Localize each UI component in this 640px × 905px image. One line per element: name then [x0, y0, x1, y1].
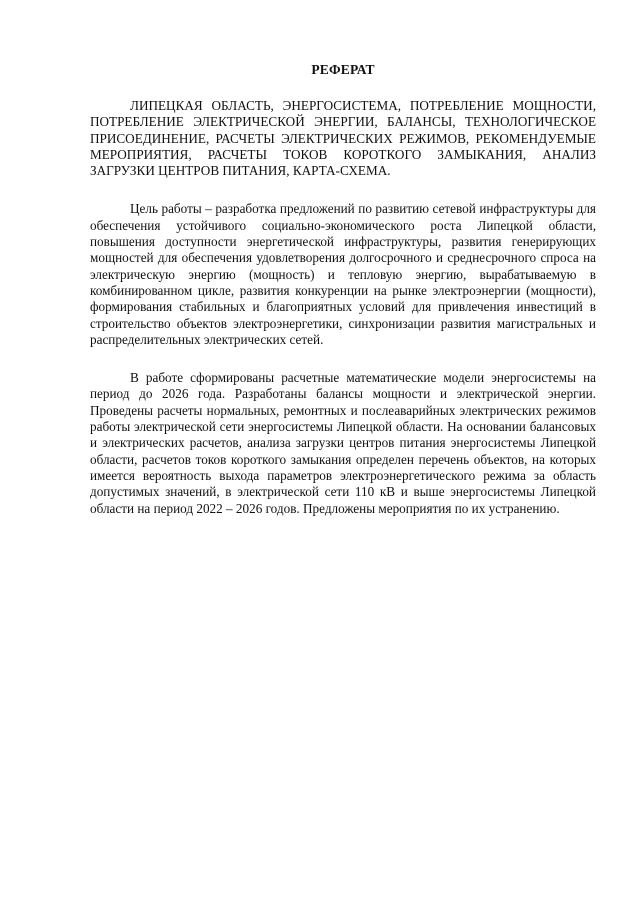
results-paragraph: В работе сформированы расчетные математические модели энергосистемы на период до 2026 года. Разработаны балансы мощности и электрической энергии. Проведены расчеты нормальных, ремонтных и послеаварийных электрических режимов работы электрической сети энергосистемы Липецкой области. На основании балансовых и электрических расчетов, анализа загрузки центров питания энергосистемы Липецкой области, расчетов токов короткого замыкания определен перечень объектов, на которых имеется вероятность выхода параметров электроэнергетического режима за область допустимых значений, в электрической сети 110 кВ и выше энергосистемы Липецкой области на период 2022 – 2026 годов. Предложены мероприятия по их устранению.	[90, 370, 596, 516]
document-title: РЕФЕРАТ	[311, 62, 375, 77]
document-body	[90, 61, 596, 517]
keywords-paragraph: ЛИПЕЦКАЯ ОБЛАСТЬ, ЭНЕРГОСИСТЕМА, ПОТРЕБЛЕНИЕ МОЩНОСТИ, ПОТРЕБЛЕНИЕ ЭЛЕКТРИЧЕСКОЙ ЭНЕРГИИ, БАЛАНСЫ, ТЕХНОЛОГИЧЕСКОЕ ПРИСОЕДИНЕНИЕ, РАСЧЕТЫ ЭЛЕКТРИЧЕСКИХ РЕЖИМОВ, РЕКОМЕНДУЕМЫЕ МЕРОПРИЯТИЯ, РАСЧЕТЫ ТОКОВ КОРОТКОГО ЗАМЫКАНИЯ, АНАЛИЗ ЗАГРУЗКИ ЦЕНТРОВ ПИТАНИЯ, КАРТА-СХЕМА.	[90, 98, 596, 179]
purpose-paragraph: Цель работы – разработка предложений по развитию сетевой инфраструктуры для обеспечения устойчивого социально-экономического роста Липецкой области, повышения доступности энергетической инфраструктуры, развития генерирующих мощностей для обеспечения удовлетворения долгосрочного и среднесрочного спроса на электрическую энергию (мощность) и тепловую энергию, вырабатываемую в комбинированном цикле, развития конкуренции на рынке электроэнергии (мощности), формирования стабильных и благоприятных условий для привлечения инвестиций в строительство объектов электроэнергетики, синхронизации развития магистральных и распределительных электрических сетей.	[90, 201, 596, 347]
